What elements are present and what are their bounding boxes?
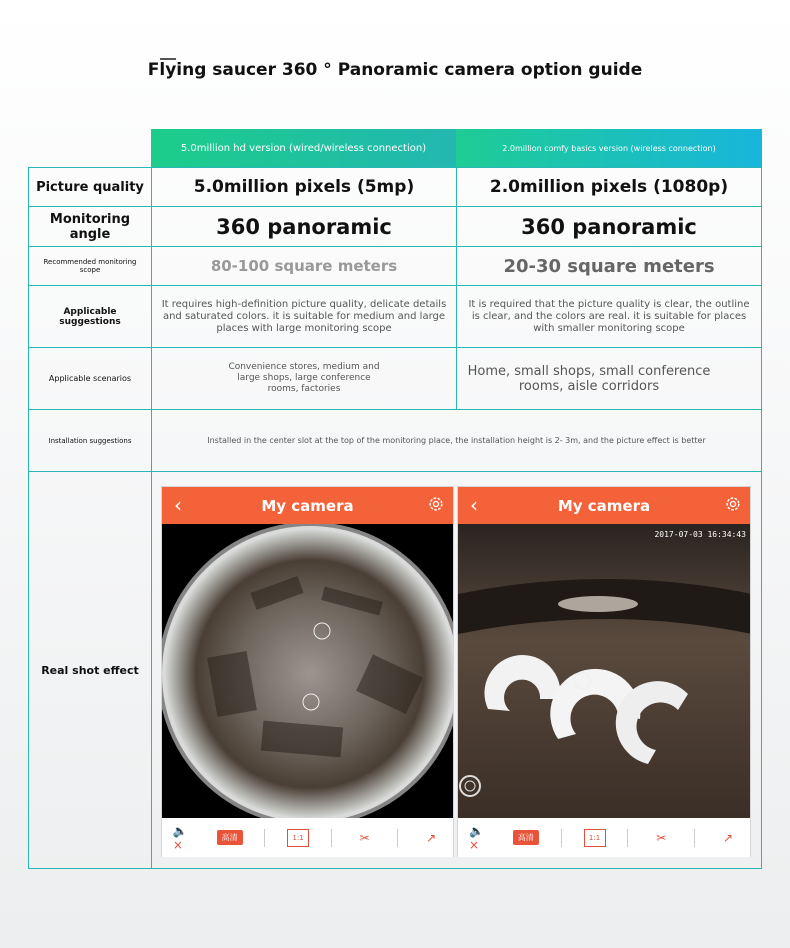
column-header-5mp: 5.0million hd version (wired/wireless connection) [151,129,456,167]
cell-2mp: 2.0million pixels (1080p) [489,177,729,197]
divider [627,829,628,847]
column-header-2mp: 2.0million comfy basics version (wireless connection) [456,129,762,167]
cell-5mp: It requires high-definition picture quality, delicate details and saturated colors. it is suitable for medium and large places with large monitoring scope [152,286,457,347]
mute-icon[interactable]: 🔈× [468,823,484,852]
cell-5mp: 360 panoramic [152,207,457,246]
fullscreen-icon[interactable]: ↗ [723,830,734,845]
divider [561,829,562,847]
cell-2mp: 360 panoramic [521,214,697,239]
divider [331,829,332,847]
cell-5mp: Convenience stores, medium and large shops, large conference rooms, factories [152,348,457,409]
room-image [458,524,750,818]
camera-view[interactable] [162,524,453,818]
camera-toolbar [458,818,750,857]
row-label: Recommended monitoring scope [29,247,152,285]
row-installation-suggestions [28,410,762,472]
back-arrow-icon[interactable]: ‹ [470,493,478,517]
row-applicable-scenarios [28,348,762,410]
row-picture-quality [28,167,762,207]
divider [397,829,398,847]
timestamp: 2017-07-03 16:34:43 [654,530,746,539]
app-header [458,487,750,524]
hd-toggle-button[interactable]: 高清 [217,830,243,845]
gear-icon[interactable] [724,495,742,513]
row-label: Picture quality [29,168,152,206]
row-label: Applicable suggestions [29,286,152,347]
row-monitoring-scope [28,247,762,286]
divider [694,829,695,847]
app-title: My camera [557,496,651,515]
back-arrow-icon[interactable]: ‹ [174,493,182,517]
gear-icon[interactable] [427,495,445,513]
cell-2mp: Home, small shops, small conference rooms, aisle corridors [467,363,711,394]
cell-5mp: 5.0million pixels (5mp) [152,168,457,206]
row-monitoring-angle [28,207,762,247]
divider [264,829,265,847]
camera-toolbar [162,818,453,857]
fisheye-image [162,524,453,818]
row-label: Real shot effect [29,472,152,868]
app-header [162,487,453,524]
cell-installation: Installed in the center slot at the top of the monitoring place, the installation height is 2- 3m, and the picture effect is better [207,436,706,445]
page-title: Flying saucer 360 ° Panoramic camera option guide [147,60,643,80]
camera-view[interactable] [458,524,750,818]
ratio-button[interactable]: 1:1 [584,829,606,847]
cell-2mp: It is required that the picture quality is clear, the outline is clear, and the colors are real. it is suitable for places with smaller monitoring scope [468,298,750,334]
row-label: Monitoring angle [29,207,152,246]
phone-screen-2mp [457,486,751,857]
row-label: Installation suggestions [29,410,152,471]
row-label: Applicable scenarios [29,348,152,409]
phone-screen-5mp [161,486,454,857]
cell-2mp: 20-30 square meters [503,255,715,277]
hd-toggle-button[interactable]: 高清 [513,830,539,845]
ratio-button[interactable]: 1:1 [287,829,309,847]
scissors-icon[interactable]: ✂ [359,830,370,845]
cell-5mp: 80-100 square meters [152,247,457,285]
fullscreen-icon[interactable]: ↗ [426,830,437,845]
scissors-icon[interactable]: ✂ [656,830,667,845]
mute-icon[interactable]: 🔈× [172,823,188,852]
row-applicable-suggestions [28,286,762,348]
app-title: My camera [261,496,354,515]
